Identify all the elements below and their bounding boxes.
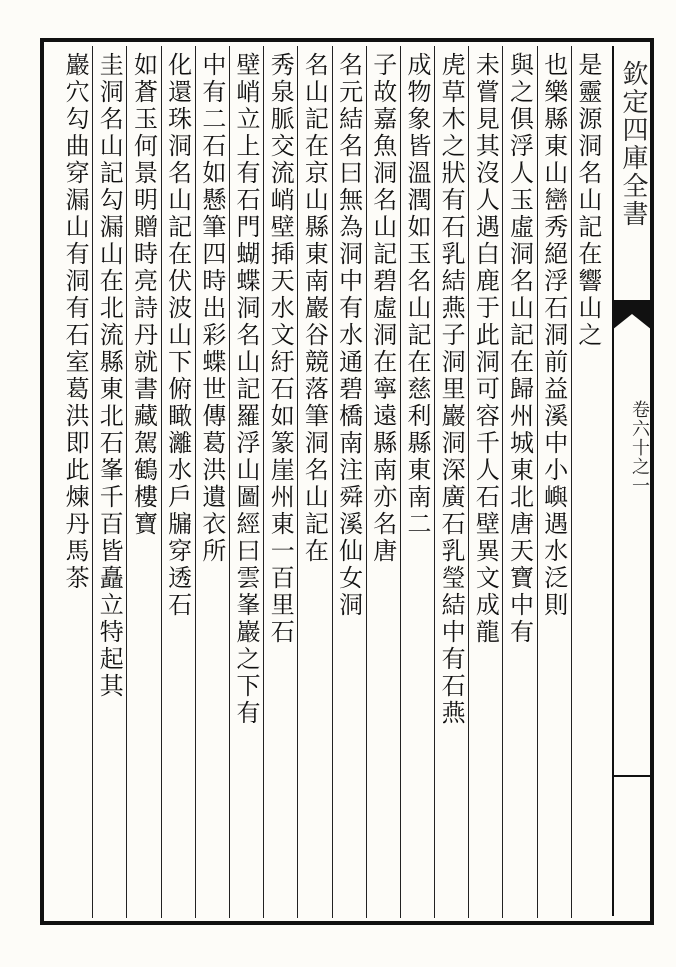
- text-column: 圭洞名山記勾漏山在北流縣東北石峯千百皆矗立特起其: [95, 52, 124, 700]
- text-column: 巖穴勾曲穿漏山有洞有石室葛洪即此煉丹馬茶: [61, 52, 90, 592]
- text-column: 與之俱浮人玉虛洞名山記在歸州城東北唐天寶中有: [505, 52, 534, 646]
- text-column: 壁峭立上有石門蝴蝶洞名山記羅浮山圖經曰雲峯巖之下有: [232, 52, 261, 727]
- text-column: 名山記在京山縣東南巖谷競落筆洞名山記在: [300, 52, 329, 565]
- text-column: 是靈源洞名山記在響山之: [573, 52, 602, 349]
- margin-volume: 卷六十之一: [629, 400, 650, 495]
- text-column: 化還珠洞名山記在伏波山下俯瞰灕水戶牖穿透石: [163, 52, 192, 619]
- text-column: 中有二石如懸筆四時出彩蝶世傳葛洪遺衣所: [197, 52, 226, 565]
- text-column: 子故嘉魚洞名山記碧虛洞在寧遠縣南亦名唐: [368, 52, 397, 565]
- margin-title: 欽定四庫全書: [618, 60, 648, 228]
- text-column: 如蒼玉何景明贈時亮詩丹就書藏駕鶴樓寶: [129, 52, 158, 538]
- text-column: 成物象皆溫潤如玉名山記在慈利縣東南二: [402, 52, 431, 538]
- fish-tail-mark-icon: [612, 300, 652, 330]
- margin-divider: [612, 775, 652, 777]
- text-column: 名元結名曰無為洞中有水通碧橋南注舜溪仙女洞: [334, 52, 363, 619]
- text-column: 秀泉脈交流峭壁揷天水文紆石如篆崖州東一百里石: [266, 52, 295, 646]
- text-column: 也樂縣東山巒秀絕浮石洞前益溪中小嶼遇水泛則: [539, 52, 568, 619]
- text-column: 未嘗見其沒人遇白鹿于此洞可容千人石壁異文成龍: [471, 52, 500, 646]
- text-column: 虎草木之狀有石乳結燕子洞里巖洞深廣石乳瑩結中有石燕: [437, 52, 466, 727]
